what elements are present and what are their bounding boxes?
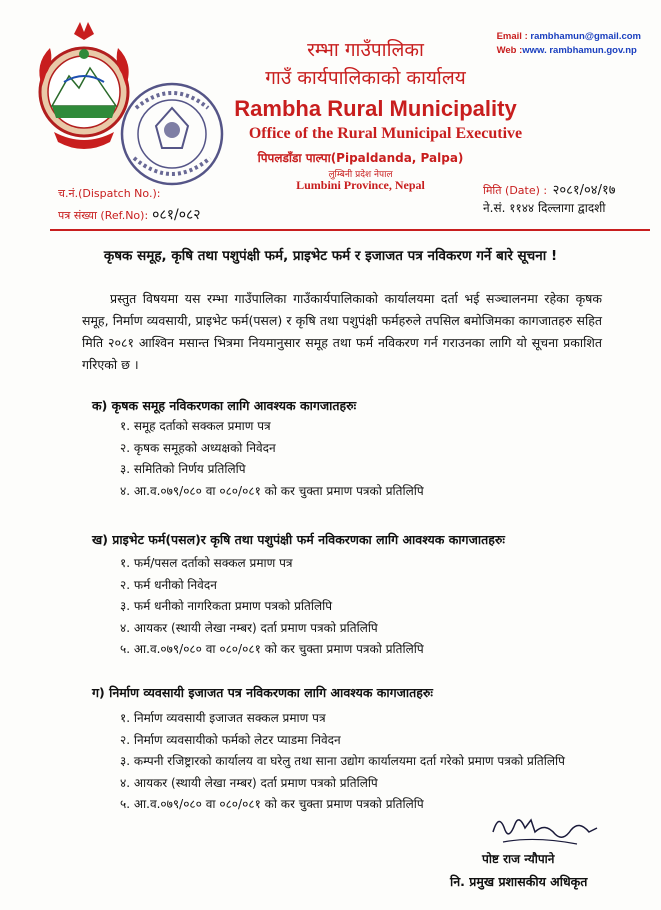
section-list-group [120, 416, 424, 502]
web-link[interactable]: www. rambhamun.gov.np [522, 45, 637, 56]
date-value: २०८१/०४/१७ [552, 183, 616, 198]
list-item: ३. कम्पनी रजिष्ट्रारको कार्यालय वा घरेलु तथा साना उद्योग कार्यालयमा दर्ता गरेको प्रमाण पत्रको प्रतिलिपि [120, 754, 565, 768]
web-line [497, 44, 641, 58]
reference-value: ०८१/०८२ [152, 207, 201, 223]
office-name-np: गाउँ कार्यपालिकाको कार्यालय [265, 67, 466, 89]
email-label: Email : [496, 31, 531, 42]
list-item: ३. समितिको निर्णय प्रतिलिपि [120, 462, 246, 476]
office-address: पिपलडाँडा पाल्पा(Pipaldanda, Palpa) [257, 151, 464, 165]
reference-label: पत्र संख्या (Ref.No): [58, 209, 149, 222]
section-heading-group: क) कृषक समूह नविकरणका लागि आवश्यक कागजातहरुः [92, 398, 357, 413]
list-item: २. फर्म धनीको निवेदन [120, 577, 217, 592]
list-item: ४. आयकर (स्थायी लेखा नम्बर) दर्ता प्रमाण पत्रको प्रतिलिपि [120, 620, 378, 635]
signatory-name: पोष्ट राज न्यौपाने [482, 852, 555, 866]
municipality-name-np: रम्भा गाउँपालिका [307, 39, 424, 61]
web-label: Web : [496, 45, 523, 56]
list-item: ४. आयकर (स्थायी लेखा नम्बर) दर्ता प्रमाण पत्रको प्रतिलिपि [120, 775, 378, 790]
province-en: Lumbini Province, Nepal [296, 178, 425, 192]
section-list-firm [120, 553, 424, 661]
date-label: मिति (Date) : [483, 184, 551, 197]
email-link[interactable]: rambhamun@gmail.com [530, 31, 641, 42]
letter-date [483, 180, 615, 198]
list-item: १. निर्माण व्यवसायी इजाजत सक्कल प्रमाण पत्र [120, 711, 326, 725]
list-item: १. फर्म/पसल दर्ताको सक्कल प्रमाण पत्र [120, 556, 293, 570]
section-heading-contractor: ग) निर्माण व्यवसायी इजाजत पत्र नविकरणका लागि आवश्यक कागजातहरुः [92, 685, 433, 700]
municipality-name-en: Rambha Rural Municipality [234, 96, 517, 121]
signature-icon [485, 802, 605, 852]
contact-block [497, 30, 641, 58]
province-np: लुम्बिनी प्रदेश नेपाल [328, 170, 393, 180]
office-name-en: Office of the Rural Municipal Executive [248, 125, 523, 142]
list-item: ५. आ.व.०७९/०८० वा ०८०/०८१ को कर चुक्ता प्रमाण पत्रको प्रतिलिपि [120, 797, 424, 811]
list-item: ४. आ.व.०७९/०८० वा ०८०/०८१ को कर चुक्ता प्रमाण पत्रको प्रतिलिपि [120, 483, 424, 498]
list-item: २. निर्माण व्यवसायीको फर्मको लेटर प्याडमा निवेदन [120, 732, 341, 747]
nepal-sambat-date: ने.सं. ११४४ दिल्लागा द्वादशी [483, 201, 606, 215]
section-heading-firm: ख) प्राइभेट फर्म(पसल)र कृषि तथा पशुपंक्षी फर्म नविकरणका लागि आवश्यक कागजातहरुः [92, 532, 505, 547]
header-divider [50, 229, 650, 231]
list-item: ३. फर्म धनीको नागरिकता प्रमाण पत्रको प्रतिलिपि [120, 599, 333, 613]
signatory-title: नि. प्रमुख प्रशासकीय अधिकृत [450, 874, 588, 889]
list-item: १. समूह दर्ताको सक्कल प्रमाण पत्र [120, 419, 271, 433]
notice-body: प्रस्तुत विषयमा यस रम्भा गाउँपालिका गाउँकार्यपालिकाको कार्यालयमा दर्ता भई सञ्चालनमा रहेका कृषक समूह, निर्माण व्यवसायी, प्राइभेट फर्म(पसल) र कृषि तथा पशुपंक्षी फर्महरुले तपसिल बमोजिमका कागजातहरु सहित मिति २०८१ आश्विन मसान्त भित्रमा नियमानुसार समूह तथा फर्म नविकरण गर्न गराउनका लागि यो सूचना प्रकाशित गरिएको छ । [82, 291, 602, 372]
dispatch-number-label: च.नं.(Dispatch No.): [58, 187, 161, 200]
notice-subject: कृषक समूह, कृषि तथा पशुपंक्षी फर्म, प्राइभेट फर्म र इजाजत पत्र नविकरण गर्ने बारे सूचना ! [103, 248, 558, 264]
section-list-contractor [120, 708, 565, 816]
email-line [497, 30, 641, 44]
reference-number [58, 205, 201, 224]
list-item: २. कृषक समूहको अध्यक्षको निवेदन [120, 440, 276, 455]
list-item: ५. आ.व.०७९/०८० वा ०८०/०८१ को कर चुक्ता प्रमाण पत्रको प्रतिलिपि [120, 642, 424, 656]
